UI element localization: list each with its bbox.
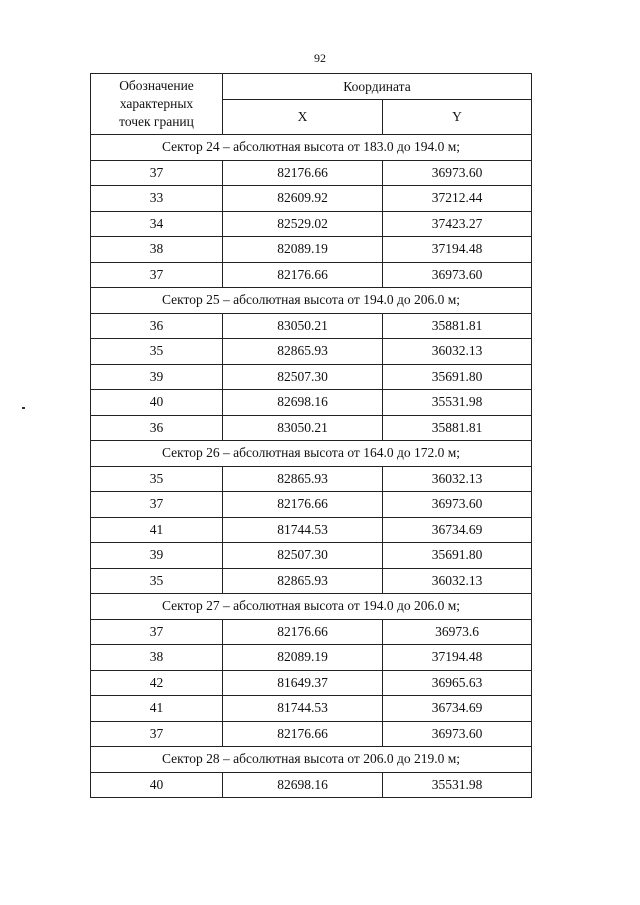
sector-title: Сектор 26 – абсолютная высота от 164.0 до 172.0 м;: [91, 441, 532, 467]
table-header-row: [91, 74, 532, 100]
sector-row: [91, 135, 532, 161]
sector-row: [91, 288, 532, 314]
x-cell: 82176.66: [223, 160, 383, 186]
point-cell: 41: [91, 696, 223, 722]
coordinate-header: Координата: [223, 74, 532, 100]
y-cell: 36973.60: [383, 492, 532, 518]
point-cell: 41: [91, 517, 223, 543]
x-cell: 82865.93: [223, 339, 383, 365]
x-cell: 82176.66: [223, 262, 383, 288]
point-cell: 37: [91, 721, 223, 747]
y-cell: 36734.69: [383, 517, 532, 543]
point-cell: 40: [91, 772, 223, 798]
point-cell: 36: [91, 415, 223, 441]
x-cell: 82176.66: [223, 721, 383, 747]
x-cell: 82698.16: [223, 390, 383, 416]
table-row: [91, 696, 532, 722]
table-row: [91, 364, 532, 390]
x-cell: 82089.19: [223, 237, 383, 263]
point-cell: 37: [91, 262, 223, 288]
table-row: [91, 415, 532, 441]
y-cell: 35691.80: [383, 364, 532, 390]
table-row: [91, 543, 532, 569]
x-cell: 81744.53: [223, 517, 383, 543]
table-row: [91, 645, 532, 671]
sector-row: [91, 747, 532, 773]
table-row: [91, 262, 532, 288]
y-cell: 35881.81: [383, 313, 532, 339]
table-row: [91, 160, 532, 186]
y-cell: 37423.27: [383, 211, 532, 237]
sector-row: [91, 594, 532, 620]
y-cell: 36965.63: [383, 670, 532, 696]
x-header: X: [223, 100, 383, 135]
x-cell: 81744.53: [223, 696, 383, 722]
sector-title: Сектор 28 – абсолютная высота от 206.0 до 219.0 м;: [91, 747, 532, 773]
scan-mark: [22, 407, 25, 409]
point-cell: 38: [91, 645, 223, 671]
y-cell: 36734.69: [383, 696, 532, 722]
point-cell: 35: [91, 466, 223, 492]
table-row: [91, 466, 532, 492]
point-label-header: [91, 74, 223, 135]
x-cell: 82865.93: [223, 466, 383, 492]
table-row: [91, 517, 532, 543]
table-row: [91, 670, 532, 696]
x-cell: 82609.92: [223, 186, 383, 212]
sector-title: Сектор 24 – абсолютная высота от 183.0 до 194.0 м;: [91, 135, 532, 161]
y-cell: 36973.60: [383, 262, 532, 288]
table-row: [91, 619, 532, 645]
y-cell: 35531.98: [383, 772, 532, 798]
sector-row: [91, 441, 532, 467]
point-cell: 35: [91, 568, 223, 594]
sector-title: Сектор 25 – абсолютная высота от 194.0 до 206.0 м;: [91, 288, 532, 314]
y-cell: 35691.80: [383, 543, 532, 569]
y-cell: 36032.13: [383, 466, 532, 492]
y-cell: 35881.81: [383, 415, 532, 441]
table-row: [91, 721, 532, 747]
y-cell: 36032.13: [383, 339, 532, 365]
x-cell: 82089.19: [223, 645, 383, 671]
point-cell: 34: [91, 211, 223, 237]
y-cell: 37212.44: [383, 186, 532, 212]
point-cell: 38: [91, 237, 223, 263]
point-cell: 37: [91, 619, 223, 645]
point-cell: 40: [91, 390, 223, 416]
y-cell: 36973.6: [383, 619, 532, 645]
point-cell: 39: [91, 543, 223, 569]
table-row: [91, 211, 532, 237]
y-cell: 37194.48: [383, 237, 532, 263]
x-cell: 82507.30: [223, 364, 383, 390]
point-label-line: Обозначение: [119, 78, 194, 93]
coordinates-table: [90, 73, 532, 798]
point-label-line: характерных: [119, 96, 194, 111]
table-row: [91, 390, 532, 416]
x-cell: 81649.37: [223, 670, 383, 696]
x-cell: 82176.66: [223, 492, 383, 518]
table-row: [91, 772, 532, 798]
point-cell: 42: [91, 670, 223, 696]
point-label-line: точек границ: [119, 114, 194, 129]
y-cell: 37194.48: [383, 645, 532, 671]
point-cell: 39: [91, 364, 223, 390]
table-row: [91, 568, 532, 594]
y-cell: 36973.60: [383, 160, 532, 186]
point-cell: 33: [91, 186, 223, 212]
x-cell: 83050.21: [223, 415, 383, 441]
point-cell: 37: [91, 492, 223, 518]
y-cell: 36973.60: [383, 721, 532, 747]
y-cell: 36032.13: [383, 568, 532, 594]
point-cell: 35: [91, 339, 223, 365]
table-row: [91, 339, 532, 365]
table-row: [91, 313, 532, 339]
table-row: [91, 237, 532, 263]
y-cell: 35531.98: [383, 390, 532, 416]
x-cell: 83050.21: [223, 313, 383, 339]
table-row: [91, 492, 532, 518]
x-cell: 82176.66: [223, 619, 383, 645]
point-cell: 36: [91, 313, 223, 339]
table-row: [91, 186, 532, 212]
point-cell: 37: [91, 160, 223, 186]
page-number: 92: [314, 51, 326, 65]
x-cell: 82865.93: [223, 568, 383, 594]
sector-title: Сектор 27 – абсолютная высота от 194.0 до 206.0 м;: [91, 594, 532, 620]
x-cell: 82507.30: [223, 543, 383, 569]
y-header: Y: [383, 100, 532, 135]
x-cell: 82698.16: [223, 772, 383, 798]
x-cell: 82529.02: [223, 211, 383, 237]
